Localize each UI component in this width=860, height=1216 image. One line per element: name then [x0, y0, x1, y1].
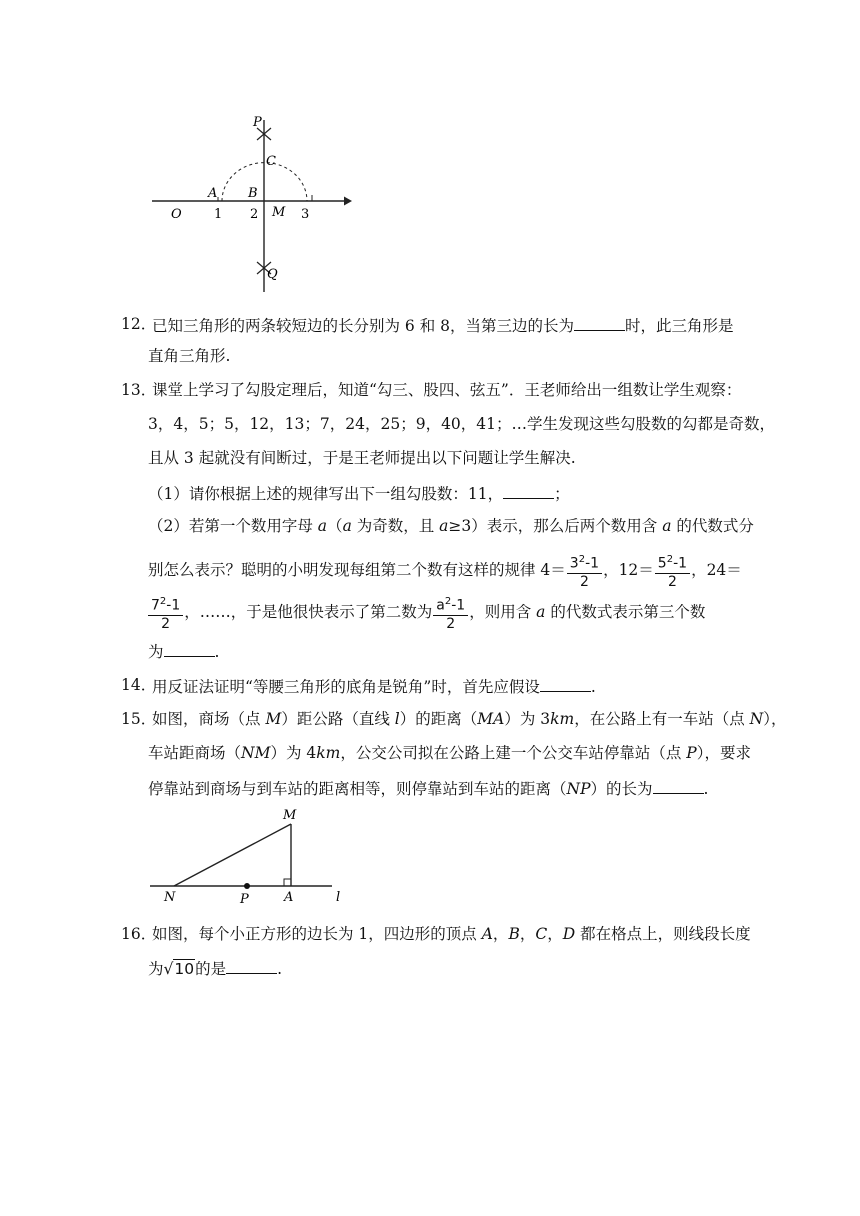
- q13-line-6: 别怎么表示？聪明的小明发现每组第二个数有这样的规律 4＝ $\frac{3^2-1}{2}$ ，12＝ $\frac{5^2-1}{2}$ ，24＝: [148, 550, 742, 591]
- answer-blank[interactable]: [574, 314, 625, 331]
- tick-label-3: 3: [301, 207, 310, 222]
- number-line-figure: [148, 112, 358, 300]
- q13-part-1: （1）请你根据上述的规律写出下一组勾股数：11， ；: [148, 482, 570, 504]
- question-number: 14．: [121, 676, 157, 694]
- q14-line: 用反证法证明“等腰三角形的底角是锐角”时，首先应假设 .: [152, 675, 596, 697]
- q13-line-8: 为 .: [148, 640, 219, 662]
- answer-blank[interactable]: [226, 957, 277, 974]
- fraction-4: $\frac{a^2-1}{2}$: [433, 593, 468, 633]
- q16-line-2: 为√10的是 .: [148, 957, 282, 981]
- answer-blank[interactable]: [164, 640, 215, 657]
- label-o: O: [171, 207, 182, 222]
- label-m: M: [283, 808, 297, 823]
- point-p: [244, 883, 250, 889]
- q13-line-2: 3，4，5；5，12，13；7，24，25；9，40，41；…学生发现这些勾股数的勾都是奇数，: [148, 415, 776, 433]
- sqrt-expression: √10: [163, 960, 195, 978]
- fraction-3: $\frac{7^2-1}{2}$: [148, 593, 183, 633]
- label-a: A: [284, 890, 294, 904]
- label-m: M: [272, 205, 286, 220]
- label-p: P: [240, 892, 249, 904]
- q15-line-3: 停靠站到商场与到车站的距离相等，则停靠站到车站的距离（NP）的长为 .: [148, 777, 708, 799]
- label-n: N: [164, 890, 176, 904]
- answer-blank[interactable]: [653, 777, 704, 794]
- q13-part-2: （2）若第一个数用字母 a（a 为奇数，且 a≥3）表示，那么后两个数用含 a 的代数式分: [148, 517, 754, 535]
- question-number: 12．: [121, 315, 157, 333]
- answer-blank[interactable]: [540, 675, 591, 692]
- label-p: P: [253, 115, 262, 130]
- label-l: l: [336, 890, 341, 904]
- question-number: 13．: [121, 381, 157, 399]
- q13-line-3: 且从 3 起就没有间断过，于是王老师提出以下问题让学生解决.: [148, 449, 576, 467]
- segment-nm: [174, 824, 291, 886]
- tick-label-2: 2: [250, 207, 259, 222]
- tick-label-1: 1: [214, 207, 223, 222]
- fraction-1: $\frac{3^2-1}{2}$: [567, 551, 602, 591]
- fraction-2: $\frac{5^2-1}{2}$: [655, 551, 690, 591]
- question-number: 15．: [121, 710, 157, 728]
- q15-line-1: 如图，商场（点 M）距公路（直线 l）的距离（MA）为 3km，在公路上有一车站（点 N），: [152, 710, 787, 728]
- label-c: C: [266, 154, 276, 169]
- question-number: 16．: [121, 925, 157, 943]
- q15-line-2: 车站距商场（NM）为 4km，公交公司拟在公路上建一个公交车站停靠站（点 P），要求: [148, 744, 751, 762]
- q12-line-2: 直角三角形.: [148, 347, 231, 365]
- label-b: B: [248, 186, 258, 201]
- label-q: Q: [267, 267, 278, 282]
- q12-line-1: 已知三角形的两条较短边的长分别为 6 和 8，当第三边的长为 时，此三角形是: [152, 314, 734, 336]
- q13-line-1: 课堂上学习了勾股定理后，知道“勾三、股四、弦五”．王老师给出一组数让学生观察：: [152, 381, 742, 399]
- q16-line-1: 如图，每个小正方形的边长为 1，四边形的顶点 A，B，C，D 都在格点上，则线段长度: [152, 925, 751, 943]
- answer-blank[interactable]: [503, 482, 554, 499]
- q13-line-7: $\frac{7^2-1}{2}$ ，……，于是他很快表示了第二数为 $\frac{a^2-1}{2}$ ，则用含 a 的代数式表示第三个数: [148, 592, 705, 633]
- label-a: A: [208, 186, 218, 201]
- right-angle-mark: [284, 879, 291, 886]
- axis-arrow: [344, 197, 352, 206]
- road-triangle-figure: [146, 804, 356, 904]
